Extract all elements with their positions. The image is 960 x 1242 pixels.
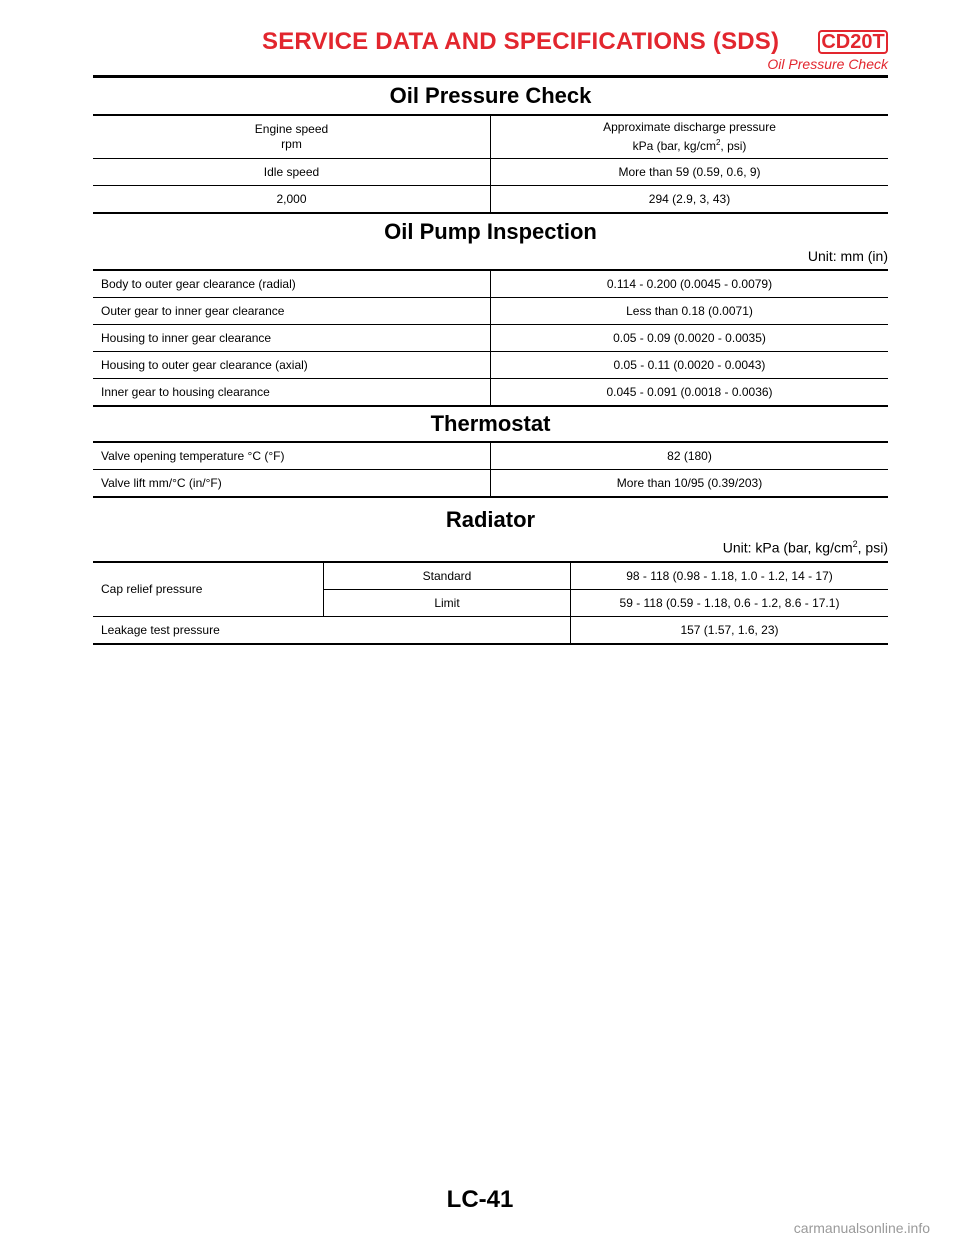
- value-cell: 0.114 - 0.200 (0.0045 - 0.0079): [491, 270, 889, 298]
- oil-pump-table: [93, 269, 888, 407]
- watermark: carmanualsonline.info: [793, 1220, 930, 1236]
- radiator-table: [93, 561, 888, 645]
- header-rule: [93, 75, 888, 78]
- value-cell: 0.05 - 0.11 (0.0020 - 0.0043): [491, 352, 889, 379]
- table-row: [93, 379, 888, 407]
- oil-pump-unit: Unit: mm (in): [807, 248, 888, 264]
- page-number: LC-41: [446, 1186, 514, 1213]
- table-row: [93, 562, 888, 590]
- table-row: [93, 325, 888, 352]
- model-badge: CD20T: [818, 30, 888, 54]
- item-cell: Housing to outer gear clearance (axial): [93, 352, 491, 379]
- oil-pressure-title: Oil Pressure Check: [389, 83, 592, 108]
- table-header-row: [93, 115, 888, 159]
- cap-relief-label: Cap relief pressure: [93, 562, 324, 617]
- radiator-title: Radiator: [445, 507, 536, 532]
- standard-label: Standard: [324, 562, 571, 590]
- header-subtitle: Oil Pressure Check: [767, 56, 888, 72]
- leakage-value: 157 (1.57, 1.6, 23): [571, 616, 889, 644]
- table-row: [93, 298, 888, 325]
- item-cell: Outer gear to inner gear clearance: [93, 298, 491, 325]
- standard-value: 98 - 118 (0.98 - 1.18, 1.0 - 1.2, 14 - 17): [571, 562, 889, 590]
- leakage-label: Leakage test pressure: [93, 616, 571, 644]
- speed-cell: 2,000: [93, 186, 491, 214]
- thermostat-section: [93, 410, 888, 498]
- item-cell: Valve opening temperature °C (°F): [93, 442, 491, 470]
- table-row: [93, 470, 888, 498]
- oil-pump-title: Oil Pump Inspection: [384, 219, 597, 244]
- table-row: [93, 442, 888, 470]
- table-row: [93, 159, 888, 186]
- radiator-unit: Unit: kPa (bar, $kg/cm^2$, psi): [722, 539, 888, 556]
- item-cell: Valve lift mm/°C (in/°F): [93, 470, 491, 498]
- item-cell: Inner gear to housing clearance: [93, 379, 491, 407]
- value-cell: Less than 0.18 (0.0071): [491, 298, 889, 325]
- col-engine-speed-header: Engine speed rpm: [93, 115, 491, 159]
- value-cell: 82 (180): [491, 442, 889, 470]
- oil-pressure-section: [93, 82, 888, 214]
- pressure-cell: More than 59 (0.59, 0.6, 9): [491, 159, 889, 186]
- value-cell: 0.05 - 0.09 (0.0020 - 0.0035): [491, 325, 889, 352]
- oil-pump-section: [93, 218, 888, 407]
- item-cell: Housing to inner gear clearance: [93, 325, 491, 352]
- limit-value: 59 - 118 (0.59 - 1.18, 0.6 - 1.2, 8.6 - 17.1): [571, 589, 889, 616]
- table-row: [93, 352, 888, 379]
- value-cell: More than 10/95 (0.39/203): [491, 470, 889, 498]
- pressure-cell: 294 (2.9, 3, 43): [491, 186, 889, 214]
- table-row: [93, 616, 888, 644]
- limit-label: Limit: [324, 589, 571, 616]
- col-pressure-header: Approximate discharge pressure kPa (bar, $kg/cm^2$, psi): [491, 115, 889, 159]
- radiator-section: [93, 506, 888, 645]
- speed-cell: Idle speed: [93, 159, 491, 186]
- thermostat-table: [93, 441, 888, 498]
- thermostat-title: Thermostat: [430, 411, 551, 436]
- table-row: [93, 270, 888, 298]
- value-cell: 0.045 - 0.091 (0.0018 - 0.0036): [491, 379, 889, 407]
- header-title: SERVICE DATA AND SPECIFICATIONS (SDS): [262, 28, 780, 55]
- table-row: [93, 186, 888, 214]
- item-cell: Body to outer gear clearance (radial): [93, 270, 491, 298]
- oil-pressure-table: [93, 114, 888, 214]
